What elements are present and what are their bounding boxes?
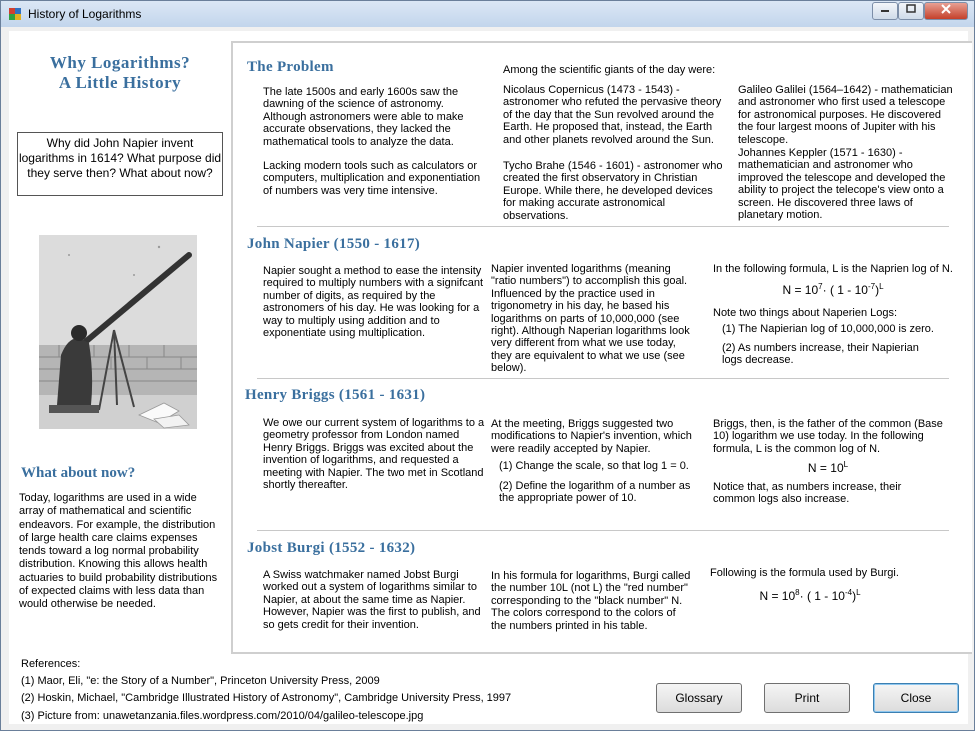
sidebar <box>9 31 231 656</box>
napier-formula-lhs: N = 10 <box>782 283 819 298</box>
window-close-button[interactable] <box>924 2 968 20</box>
question-box: Why did John Napier invent logarithms in 1614? What purpose did they serve then? What about now? <box>17 132 223 196</box>
napier-formula-intro: In the following formula, L is the Naprien log of N. <box>713 263 953 275</box>
briggs-mod1: (1) Change the scale, so that log 1 = 0. <box>499 460 689 473</box>
napier-heading: John Napier (1550 - 1617) <box>247 236 421 252</box>
minimize-icon <box>880 4 890 14</box>
burgi-formula <box>710 587 910 602</box>
references-label: References: <box>21 658 81 670</box>
reference-1: (1) Maor, Eli, "e: the Story of a Number", Princeton University Press, 2009 <box>21 675 380 688</box>
print-button[interactable]: Print <box>764 683 850 713</box>
divider-2 <box>257 378 949 379</box>
burgi-formula-exp1: 8 <box>795 588 800 598</box>
close-button[interactable]: Close <box>873 683 959 713</box>
burgi-formula-lhs: N = 10 <box>759 589 796 604</box>
maximize-icon <box>906 4 916 14</box>
burgi-col1: A Swiss watchmaker named Jobst Burgi worked out a system of logarithms similar to Napier, at about the same time as Napier. However, Napier was the first to publish, and so gets credit for their invention. <box>263 569 481 631</box>
briggs-formula <box>713 459 943 474</box>
briggs-formula-base: N = 10 <box>807 461 844 476</box>
maximize-button[interactable] <box>898 2 924 20</box>
briggs-col2 <box>491 418 696 504</box>
briggs-col3-text: Briggs, then, is the father of the common (Base 10) logarithm we use today. In the following formula, L is the common log of N. <box>713 418 943 455</box>
window-title: History of Logarithms <box>28 7 142 21</box>
napier-note2: (2) As numbers increase, their Napierian logs decrease. <box>722 341 919 367</box>
briggs-formula-exp: L <box>843 460 849 470</box>
burgi-heading: Jobst Burgi (1552 - 1632) <box>247 540 416 556</box>
minimize-button[interactable] <box>872 2 898 20</box>
burgi-col3-text: Following is the formula used by Burgi. <box>710 567 899 579</box>
now-text: Today, logarithms are used in a wide array of mathematical and scientific endeavors. For example, the distribution of large health care claims expenses tends toward a log normal probability distribution. Knowing this allows health actuaries to build probability distributions of expected claims with less data than would otherwise be needed. <box>19 492 218 611</box>
burgi-formula-exp3: L <box>856 588 861 598</box>
briggs-col3 <box>713 418 943 505</box>
briggs-col2-intro: At the meeting, Briggs suggested two modifications to Napier's invention, which were readily accepted by Napier. <box>491 418 692 455</box>
title-bar[interactable] <box>1 1 974 27</box>
napier-note1: (1) The Napierian log of 10,000,000 is zero. <box>722 323 934 336</box>
giants-intro: Among the scientific giants of the day were: <box>503 64 716 76</box>
napier-formula <box>713 281 953 296</box>
glossary-button[interactable]: Glossary <box>656 683 742 713</box>
sidebar-title <box>9 53 231 93</box>
reference-2: (2) Hoskin, Michael, "Cambridge Illustrated History of Astronomy", Cambridge University Press, 1997 <box>21 692 512 705</box>
references <box>21 656 511 725</box>
client-area <box>9 31 968 724</box>
divider-1 <box>257 226 949 227</box>
copernicus-text: Nicolaus Copernicus (1473 - 1543) - astronomer who refuted the pervasive theory of the day that the Sun revolved around the Earth. He proposed that, instead, the Earth and other planets revolved around the Sun. <box>503 84 722 146</box>
burgi-col2: In his formula for logarithms, Burgi called the number 10L (not L) the "red number" corresponding to the "black number" N. The colors correspond to the colors of the numbers printed in his table. <box>491 570 691 632</box>
briggs-col3-note: Notice that, as numbers increase, their common logs also increase. <box>713 480 902 506</box>
burgi-formula-close: ) <box>852 589 857 604</box>
burgi-col3 <box>710 567 910 603</box>
napier-col2: Napier invented logarithms (meaning "ratio numbers") to accomplish this goal. Influenced by the practice used in trigonometry in his day, he based his logarithms on parts of 10,000,000 (see right). Although Naperian logarithms look very different from what we use today, they are equivalent to what we use (see below). <box>491 263 690 375</box>
problem-heading: The Problem <box>247 59 334 75</box>
napier-formula-exp1: 7 <box>818 282 823 292</box>
now-heading: What about now? <box>21 465 136 481</box>
keppler-text: Johannes Keppler (1571 - 1630) - mathematician and astronomer who improved the telescope and developed the ability to project the telecope's view onto a screen. He discovered three laws of planetary motion. <box>738 147 946 222</box>
burgi-formula-exp2: -4 <box>844 588 853 598</box>
sidebar-title-line2: A Little History <box>58 73 182 92</box>
napier-formula-exp2: -7 <box>867 282 876 292</box>
app-icon <box>8 7 22 21</box>
briggs-mod2: (2) Define the logarithm of a number as the appropriate power of 10. <box>499 479 691 505</box>
napier-formula-exp3: L <box>879 282 884 292</box>
close-icon <box>941 4 951 14</box>
burgi-formula-mid: · ( 1 - 10 <box>799 589 845 604</box>
brahe-text: Tycho Brahe (1546 - 1601) - astronomer who created the first observatory in Christian Europe. While there, he developed devices for making accurate astronomical observations. <box>503 160 723 222</box>
divider-3 <box>257 530 949 531</box>
problem-p2: Lacking modern tools such as calculators or computers, multiplication and exponentiation of numbers was very time intensive. <box>263 160 481 197</box>
briggs-col1: We owe our current system of logarithms to a geometry professor from London named Henry Briggs. Briggs was excited about the invention of logarithms, and requested a meeting with Napier. The two met in Scotland shortly thereafter. <box>263 417 485 492</box>
napier-note-intro: Note two things about Naperien Logs: <box>713 306 898 319</box>
galileo-telescope-picture <box>39 235 197 429</box>
napier-formula-mid: · ( 1 - 10 <box>822 283 868 298</box>
briggs-heading: Henry Briggs (1561 - 1631) <box>245 387 426 403</box>
reference-3: (3) Picture from: unawetanzania.files.wordpress.com/2010/04/galileo-telescope.jpg <box>21 709 424 722</box>
problem-text <box>263 86 485 197</box>
problem-p1: The late 1500s and early 1600s saw the dawning of the science of astronomy. Although astronomers were able to make accurate observations, they lacked the mathematical tools to analyze the data. <box>263 86 464 148</box>
napier-formula-close: ) <box>875 283 880 298</box>
napier-col3 <box>713 263 953 366</box>
napier-col1: Napier sought a method to ease the intensity required to multiply numbers with a signifcant number of digits, as required by the astronomers of his day. He was looking for a way to multiply using addition and to exponentiate using multiplication. <box>263 265 484 340</box>
galileo-text: Galileo Galilei (1564–1642) - mathematician and astronomer who first used a telescope for astronomical purposes. He discovered the four largest moons of Jupiter with his telescope. <box>738 84 953 146</box>
sidebar-title-line1: Why Logarithms? <box>49 53 191 72</box>
